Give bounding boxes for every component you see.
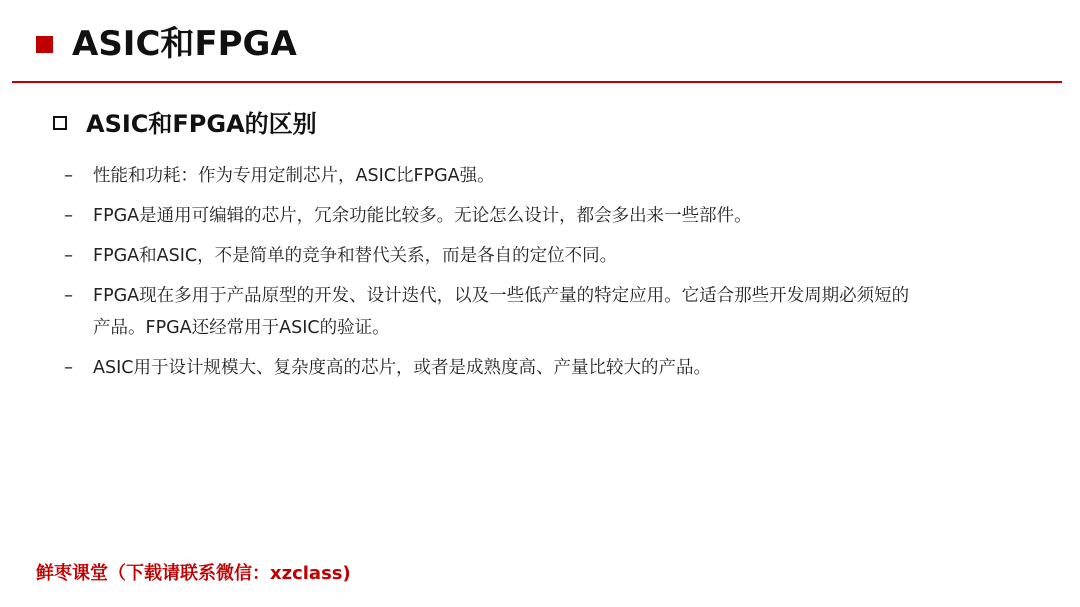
bullet-text bbox=[93, 354, 1043, 382]
title-bullet-square bbox=[36, 36, 53, 53]
bullet-text-line: 产品。FPGA还经常用于ASIC的验证。 bbox=[93, 318, 390, 338]
bullet-text-line: ASIC用于设计规模大、复杂度高的芯片，或者是成熟度高、产量比较大的产品。 bbox=[93, 358, 711, 378]
bullet-text bbox=[93, 162, 1043, 190]
bullet-dash: – bbox=[64, 165, 73, 186]
bullet-text bbox=[93, 242, 1043, 270]
bullet-text-line: 性能和功耗：作为专用定制芯片，ASIC比FPGA强。 bbox=[93, 166, 495, 186]
section-heading: ASIC和FPGA的区别 bbox=[86, 110, 317, 138]
bullet-text-line: FPGA是通用可编辑的芯片，冗余功能比较多。无论怎么设计，都会多出来一些部件。 bbox=[93, 206, 752, 226]
bullet-dash: – bbox=[64, 357, 73, 378]
bullet-text-line: FPGA现在多用于产品原型的开发、设计迭代，以及一些低产量的特定应用。它适合那些开发周期必须短的 bbox=[93, 286, 910, 306]
section-checkbox-icon bbox=[53, 116, 67, 130]
page-title: ASIC和FPGA bbox=[72, 24, 297, 64]
bullet-dash: – bbox=[64, 285, 73, 306]
bullet-text bbox=[93, 282, 1043, 342]
bullet-dash: – bbox=[64, 205, 73, 226]
bullet-text bbox=[93, 202, 1043, 230]
bullet-dash: – bbox=[64, 245, 73, 266]
footer-note: 鲜枣课堂（下载请联系微信：xzclass) bbox=[36, 563, 351, 584]
bullet-text-line: FPGA和ASIC，不是简单的竞争和替代关系，而是各自的定位不同。 bbox=[93, 246, 618, 266]
title-divider bbox=[12, 81, 1062, 83]
